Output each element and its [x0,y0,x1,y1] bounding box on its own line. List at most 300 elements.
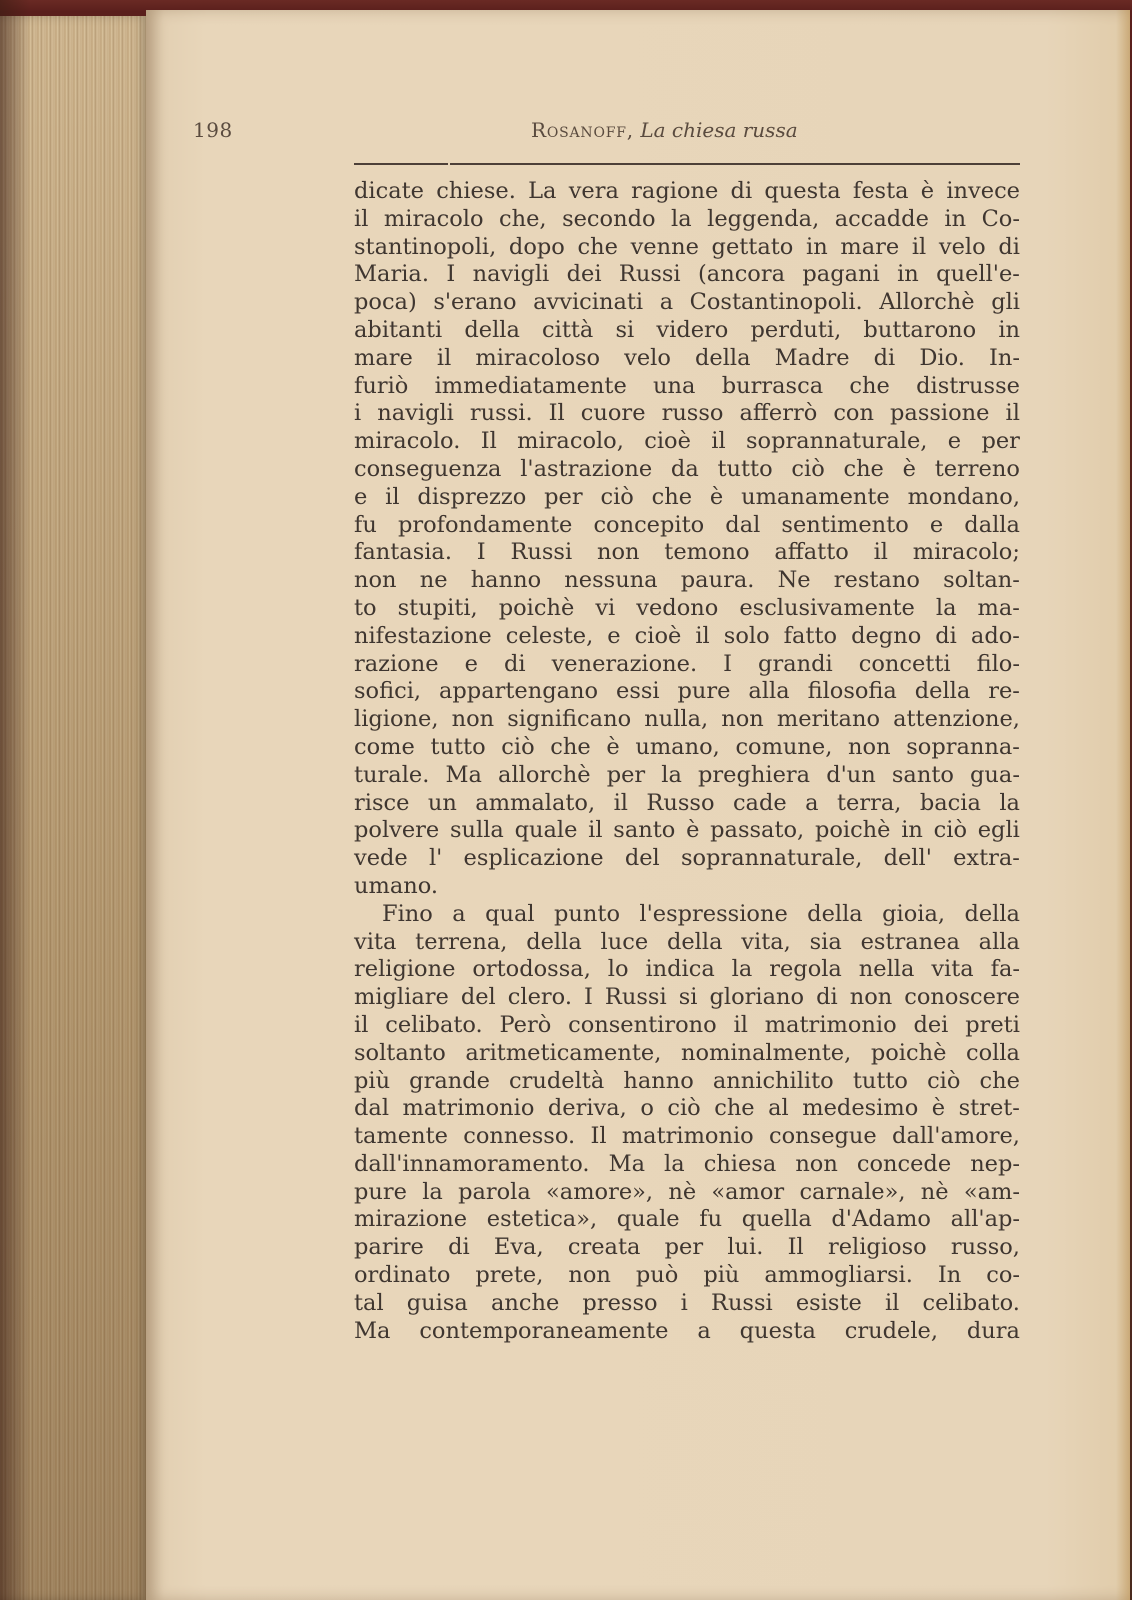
word: colla [966,1039,1020,1066]
word: un [427,789,457,816]
word: matrimonio [764,1011,897,1038]
word: Allorchè [879,289,975,316]
word: gli [991,289,1020,316]
word: preghiera [698,761,811,788]
word: non [848,733,891,760]
text-line [354,512,1020,540]
word: secondo [562,205,656,232]
word: pagani [802,261,880,288]
word: è [920,178,935,204]
word: affatto [774,539,849,566]
word: a [697,1317,711,1344]
text-line [354,567,1020,595]
word: della [807,900,863,927]
word: il [613,789,628,816]
word: come [354,733,415,760]
word: questa [764,178,841,204]
word: razione [354,650,439,677]
word: di [935,622,957,649]
text-line [354,1095,1020,1123]
word: bacia [919,789,981,816]
text-line-paragraph-start [354,901,1020,929]
word: esplicazione [463,845,604,872]
word: pure [354,1178,407,1205]
word: I [476,539,486,566]
word: (ancora [698,261,786,288]
text-line [354,1290,1020,1318]
word: Maria. [354,261,429,288]
text-line [354,706,1020,734]
word: e [607,622,621,649]
word: poichè [498,594,575,621]
word: lo [607,956,629,983]
word: può [635,1262,679,1289]
word: santo [891,761,954,788]
word: in [944,205,967,232]
word: profondamente [397,511,573,538]
word: la [999,789,1020,816]
word: immediatamente [434,372,627,399]
word: significano [507,706,632,733]
word: non [795,1150,838,1177]
word: Russi [618,261,681,288]
word: Russi [711,1289,773,1316]
word: esiste [795,1289,862,1316]
word: per [544,483,583,510]
page-number: 198 [193,118,233,142]
text-line-paragraph-end [354,873,1020,901]
word: s'erano [433,289,517,316]
word: dall'amore, [892,1123,1020,1150]
word: umano. [354,872,439,899]
word: gloriano [709,984,805,1011]
word: tutto [852,1067,908,1094]
text-line [354,1012,1020,1040]
word: passato, [710,817,805,844]
word: umanamente [741,483,890,510]
word: dal [725,511,761,538]
word: dal [354,1095,390,1122]
word: miracolo. [354,428,461,455]
word: che [849,372,890,399]
word: cade [732,789,787,816]
word: che [714,1095,755,1122]
word: guisa [406,1289,468,1316]
word: Ma [608,1150,646,1177]
word: per [664,1234,704,1261]
word: grande [409,1067,490,1094]
word: mondano, [907,483,1020,510]
word: burrasca [721,372,824,399]
word: cioè [644,428,691,455]
text-line [354,651,1020,679]
word: conseguenza [354,455,502,482]
word: filosofia [807,678,897,705]
word: tutto [430,733,486,760]
word: di [448,1234,470,1261]
word: mirazione [354,1206,468,1233]
text-line [354,373,1020,401]
word: paura. [680,567,755,594]
word: Co- [981,205,1020,232]
word: matrimonio [621,1123,754,1150]
word: o [640,1095,654,1122]
word: parola [458,1178,531,1205]
word: turale. [354,761,430,788]
text-line [354,456,1020,484]
word: è [606,733,620,760]
text-line [354,595,1020,623]
word: estranea [860,928,960,955]
word: della [464,316,520,343]
word: miracolo, [517,428,624,455]
word: da [670,455,699,482]
word: venerazione. [551,650,698,677]
word: e [947,428,962,455]
running-head-work-title: La chiesa russa [640,118,798,142]
word: al [768,1095,789,1122]
word: che [843,455,884,482]
word: hanno [470,567,542,594]
word: dalla [964,511,1020,538]
word: nep- [970,1150,1020,1177]
word: della [695,344,751,371]
word: di [730,178,753,204]
word: d'Adamo [831,1206,931,1233]
word: concede [856,1150,952,1177]
word: sulla [449,817,504,844]
word: il [695,622,710,649]
word: la [661,761,682,788]
text-line [354,1040,1020,1068]
word: grandi [758,650,833,677]
word: navigli [377,400,454,427]
word: clero. [507,984,572,1011]
text-line [354,678,1020,706]
word: terrena, [415,928,508,955]
text-line [354,234,1020,262]
word: della [964,900,1020,927]
word: alla [978,928,1020,955]
word: in [998,316,1020,343]
word: qual [485,900,535,927]
word: è [931,1095,946,1122]
word: sia [809,928,842,955]
word: aritmeticamente, [465,1039,662,1066]
word: I [723,650,733,677]
word: non [451,706,495,733]
word: il [884,1289,900,1316]
text-line [354,1151,1020,1179]
word: deriva, [547,1095,627,1122]
word: Dio. [919,344,965,371]
word: consegue [769,1123,877,1150]
word: e [464,650,478,677]
word: velo [624,344,671,371]
word: tal [354,1289,384,1316]
word: nominalmente, [680,1039,852,1066]
word: fu [699,1206,723,1233]
word: stret- [958,1095,1020,1122]
text-line [354,1234,1020,1262]
word: Ne [777,567,811,594]
word: è [902,455,916,482]
word: non [849,984,893,1011]
text-line [354,178,1020,206]
text-line [354,984,1020,1012]
word: ciò [600,483,634,510]
word: temono [664,539,750,566]
word: poichè [870,1039,947,1066]
word: nifestazione [354,622,492,649]
word: luce [600,928,649,955]
word: solo [723,622,770,649]
word: della [666,928,723,955]
word: vita [354,928,397,955]
word: religioso [827,1234,927,1261]
word: non [568,1262,611,1289]
body-text [354,178,1020,1345]
word: vita [931,956,974,983]
word: gioia, [882,900,946,927]
word: Ma [445,761,482,788]
word: meritano [776,706,880,733]
word: che [550,733,591,760]
word: alla [748,678,790,705]
word: contemporaneamente [419,1317,669,1344]
word: medesimo [802,1095,919,1122]
word: che [577,233,618,260]
word: soprannaturale, [680,845,863,872]
word: in [901,817,923,844]
binding-shadow [0,0,30,1600]
word: prete, [475,1262,544,1289]
word: l'astrazione [520,455,653,482]
word: in [897,261,919,288]
word: mare [840,233,900,260]
word: conoscere [904,984,1020,1011]
word: concetti [858,650,951,677]
word: è [709,483,724,510]
word: abitanti [354,316,443,343]
word: che [651,483,693,510]
word: afferrò [739,400,818,427]
word: gua- [970,761,1020,788]
word: il [1005,400,1020,427]
word: degno [851,622,922,649]
word: pure [677,678,731,705]
word: ciò [791,455,825,482]
text-line [354,623,1020,651]
word: nella [858,956,915,983]
word: presso [582,1289,658,1316]
word: nulla, [644,706,709,733]
word: miracolo; [912,539,1020,566]
word: Il [787,1234,804,1261]
word: chiese. [436,178,516,204]
word: che [979,1067,1020,1094]
word: Ma [354,1317,391,1344]
word: del [460,984,496,1011]
page-right-edge [1116,10,1130,1600]
text-line [354,539,1020,567]
word: celibato. [922,1289,1020,1316]
word: Però [499,1011,552,1038]
word: stupiti, [397,594,478,621]
text-line [354,1123,1020,1151]
word: il [873,539,888,566]
word: quell'e- [936,261,1020,288]
word: velo [938,233,986,260]
word: ortodossa, [472,956,591,983]
word: dei [566,261,602,288]
word: Fino [382,900,433,927]
word: Costantinopoli. [689,289,863,316]
word: gettato [711,233,794,260]
word: poca) [354,289,417,316]
word: ne [419,567,448,594]
word: e [929,511,944,538]
word: d'un [826,761,876,788]
word: cioè [634,622,682,649]
word: crudele, [844,1317,938,1344]
word: «amor [711,1178,785,1205]
word: dura [966,1317,1020,1344]
word: la [422,1178,443,1205]
word: co- [986,1262,1020,1289]
word: i [354,400,362,427]
word: ciò [501,733,535,760]
word: passione [890,400,990,427]
word: distrusse [916,372,1020,399]
word: nè [920,1178,949,1205]
word: vede [354,845,408,872]
word: filo- [976,650,1020,677]
word: ma- [977,594,1020,621]
word: non [721,706,764,733]
word: cuore [580,400,646,427]
word: quale [616,1206,680,1233]
word: fatto [783,622,838,649]
word: ciò [927,1067,961,1094]
text-line [354,289,1020,317]
word: la [731,956,753,983]
word: perduti, [750,316,842,343]
word: estetica», [486,1206,598,1233]
word: mare [354,344,413,371]
text-line [354,1318,1020,1346]
word: il [354,1011,369,1038]
text-line [354,345,1020,373]
word: terreno [934,455,1020,482]
word: videro [656,316,729,343]
text-line [354,845,1020,873]
word: consentirono [568,1011,717,1038]
word: Eva, [493,1234,544,1261]
word: migliare [354,984,449,1011]
word: celeste, [505,622,594,649]
word: tutto [717,455,773,482]
word: più [354,1067,391,1094]
word: il [354,205,369,232]
word: una [653,372,696,399]
word: In [937,1262,962,1289]
word: chiesa [703,1150,777,1177]
running-head [193,118,1013,148]
word: I [584,984,593,1011]
word: più [703,1262,740,1289]
text-line [354,734,1020,762]
word: dicate [354,178,424,204]
header-rule-right [450,163,1020,165]
word: concepito [593,511,705,538]
word: della [526,928,582,955]
word: re- [988,678,1020,705]
word: preti [965,1011,1020,1038]
word: poichè [814,817,891,844]
text-line [354,484,1020,512]
word: esclusivamente [739,594,915,621]
word: soprannaturale, [746,428,928,455]
word: dei [913,1011,949,1038]
word: fu [354,511,377,538]
word: la [935,594,957,621]
word: restano [833,567,920,594]
word: Russi [604,984,667,1011]
word: ligione, [354,706,439,733]
text-line [354,206,1020,234]
word: hanno [623,1067,694,1094]
word: a [659,289,674,316]
word: del [624,845,660,872]
word: il [385,483,400,510]
word: sentimento [781,511,909,538]
word: sofici, [354,678,422,705]
word: della [914,678,971,705]
word: i [680,1289,688,1316]
word: accadde [834,205,929,232]
word: Russi [510,539,573,566]
word: soltanto [354,1039,446,1066]
word: russo [661,400,724,427]
word: si [615,316,635,343]
word: vera [568,178,619,204]
word: a [805,789,819,816]
word: per [606,761,646,788]
word: stantinopoli, [354,233,497,260]
word: Il [590,1123,607,1150]
text-line [354,1179,1020,1207]
word: creata [567,1234,641,1261]
word: la [664,1150,685,1177]
word: leggenda, [707,205,820,232]
word: annichilito [712,1067,834,1094]
word: di [816,984,838,1011]
word: per [981,428,1020,455]
word: il [911,233,927,260]
word: nessuna [564,567,658,594]
word: miracoloso [475,344,601,371]
word: si [678,984,698,1011]
word: risce [354,789,410,816]
word: l' [428,845,443,872]
word: navigli [472,261,550,288]
word: l'espressione [639,900,788,927]
word: La [528,178,557,204]
word: parire [354,1234,424,1261]
word: I [446,261,456,288]
word: vita, [741,928,791,955]
